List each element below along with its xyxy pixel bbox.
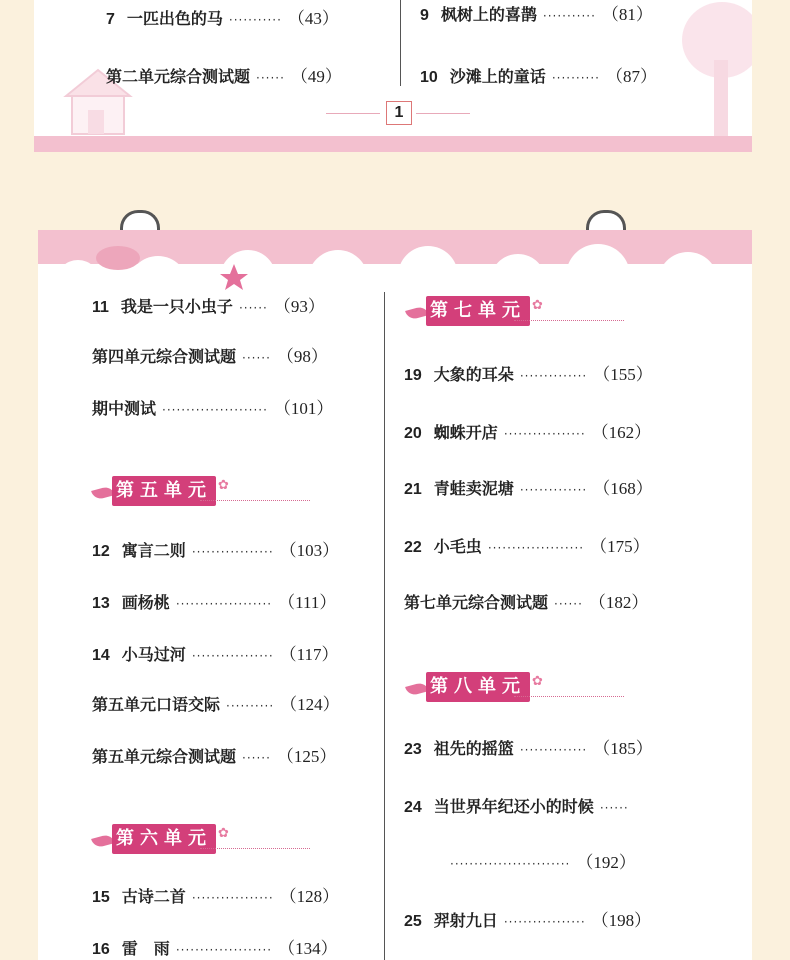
entry-title: 沙滩上的童话: [449, 67, 546, 86]
entry-title: 青蛙卖泥塘: [433, 479, 514, 498]
dot-leader: ······················: [162, 402, 268, 417]
entry-page: （155）: [593, 365, 653, 384]
entry-page: （101）: [273, 399, 334, 418]
entry-page: （162）: [591, 423, 652, 442]
entry-number: 15: [92, 889, 110, 906]
entry-title: 大象的耳朵: [433, 365, 514, 384]
toc-entry-continued[interactable]: [450, 850, 636, 876]
flower-icon: ✿: [218, 478, 229, 493]
toc-entry[interactable]: [92, 396, 333, 422]
top-page: [34, 0, 752, 152]
entry-title: 寓言二则: [121, 541, 186, 560]
toc-entry[interactable]: [92, 344, 328, 370]
entry-title: 第七单元综合测试题: [404, 593, 549, 612]
entry-page: （128）: [279, 887, 340, 906]
column-divider: [384, 292, 385, 960]
dotted-rule: [200, 848, 310, 849]
toc-entry[interactable]: [420, 64, 657, 90]
unit-heading-6: [92, 824, 332, 856]
toc-entry[interactable]: [92, 538, 339, 564]
dot-leader: ·················: [191, 544, 274, 559]
entry-title: 羿射九日: [433, 911, 498, 930]
flower-icon: ✿: [532, 298, 543, 313]
toc-entry[interactable]: [92, 744, 336, 770]
dot-leader: ·························: [450, 856, 571, 871]
entry-number: 9: [420, 7, 429, 24]
unit-heading-7: [406, 296, 646, 328]
dot-leader: ······: [554, 596, 583, 611]
entry-title: 第五单元口语交际: [92, 695, 221, 714]
entry-number: 13: [92, 595, 110, 612]
flower-icon: ✿: [218, 826, 229, 841]
unit-label: 第六单元: [112, 824, 216, 854]
entry-number: 24: [404, 799, 422, 816]
dot-leader: ··············: [519, 742, 588, 757]
dot-leader: ··············: [519, 482, 588, 497]
entry-page: （93）: [273, 297, 325, 316]
toc-entry[interactable]: [404, 908, 651, 934]
dot-leader: ······: [256, 70, 285, 85]
entry-title: 当世界年纪还小的时候: [433, 797, 594, 816]
entry-title: 祖先的摇篮: [433, 739, 514, 758]
toc-entry[interactable]: [404, 476, 653, 502]
dot-leader: ······: [238, 300, 268, 315]
unit-label: 第七单元: [426, 296, 530, 326]
entry-page: （198）: [591, 911, 652, 930]
entry-page: （111）: [278, 593, 337, 612]
column-divider: [400, 0, 401, 86]
dot-leader: ······: [242, 750, 271, 765]
entry-page: （98）: [276, 347, 328, 366]
entry-number: 11: [92, 299, 109, 316]
entry-page: （103）: [279, 541, 340, 560]
entry-page: （87）: [605, 67, 657, 86]
dot-leader: ··········: [226, 698, 275, 713]
tree-illustration: [662, 0, 752, 150]
entry-page: （192）: [576, 853, 636, 872]
unit-label: 第八单元: [426, 672, 530, 702]
entry-number: 19: [404, 367, 422, 384]
entry-number: 12: [92, 543, 110, 560]
unit-label: 第五单元: [112, 476, 216, 506]
dot-leader: ···········: [542, 8, 596, 23]
entry-title: 第四单元综合测试题: [92, 347, 237, 366]
unit-heading-5: [92, 476, 332, 508]
entry-number: 23: [404, 741, 422, 758]
dot-leader: ····················: [175, 596, 273, 611]
entry-page: （49）: [290, 67, 342, 86]
dot-leader: ····················: [487, 540, 585, 555]
second-page: [38, 230, 752, 960]
entry-page: （134）: [278, 939, 338, 958]
entry-number: 10: [420, 69, 438, 86]
dot-leader: ······: [599, 800, 629, 815]
entry-title: 期中测试: [92, 399, 157, 418]
entry-number: 22: [404, 539, 422, 556]
entry-page: （182）: [588, 593, 649, 612]
toc-entry[interactable]: [404, 794, 635, 820]
toc-entry[interactable]: [92, 590, 336, 616]
entry-page: （124）: [280, 695, 340, 714]
toc-entry[interactable]: [404, 534, 650, 560]
dot-leader: ·················: [503, 426, 586, 441]
toc-entry[interactable]: [92, 936, 338, 960]
entry-page: （168）: [593, 479, 653, 498]
entry-page: （175）: [590, 537, 650, 556]
toc-entry[interactable]: [404, 590, 648, 616]
page-number-rule: [416, 113, 470, 114]
entry-title: 我是一只小虫子: [120, 297, 233, 316]
dotted-rule: [200, 500, 310, 501]
entry-page: （43）: [287, 9, 339, 28]
dot-leader: ···········: [228, 12, 282, 27]
toc-entry[interactable]: [404, 736, 653, 762]
entry-number: 7: [106, 11, 115, 28]
entry-title: 小马过河: [121, 645, 186, 664]
dot-leader: ··········: [551, 70, 600, 85]
entry-page: （125）: [276, 747, 337, 766]
toc-entry[interactable]: [106, 6, 339, 32]
dot-leader: ·················: [191, 890, 274, 905]
entry-title: 蜘蛛开店: [433, 423, 498, 442]
entry-title: 雷 雨: [121, 939, 170, 958]
toc-entry[interactable]: [92, 642, 339, 668]
flower-icon: ✿: [532, 674, 543, 689]
dot-leader: ··············: [519, 368, 588, 383]
entry-title: 画杨桃: [121, 593, 170, 612]
entry-number: 20: [404, 425, 422, 442]
unit-heading-8: [406, 672, 646, 704]
toc-entry[interactable]: [106, 64, 342, 90]
dotted-rule: [514, 320, 624, 321]
dot-leader: ····················: [175, 942, 273, 957]
dot-leader: ······: [242, 350, 271, 365]
entry-title: 第五单元综合测试题: [92, 747, 237, 766]
entry-number: 16: [92, 941, 110, 958]
entry-title: 枫树上的喜鹊: [440, 5, 537, 24]
entry-page: （117）: [279, 645, 339, 664]
entry-title: 一匹出色的马: [126, 9, 223, 28]
dotted-rule: [514, 696, 624, 697]
page-number: 1: [386, 101, 412, 125]
entry-title: 古诗二首: [121, 887, 186, 906]
entry-page: （185）: [593, 739, 653, 758]
entry-number: 25: [404, 913, 422, 930]
toc-entry[interactable]: [420, 2, 653, 28]
entry-page: （81）: [601, 5, 653, 24]
dot-leader: ·················: [191, 648, 274, 663]
entry-title: 第二单元综合测试题: [106, 67, 251, 86]
toc-entry[interactable]: [92, 294, 325, 320]
toc-entry[interactable]: [404, 362, 653, 388]
entry-number: 14: [92, 647, 110, 664]
toc-entry[interactable]: [92, 884, 339, 910]
dot-leader: ·················: [503, 914, 586, 929]
entry-number: 21: [404, 481, 422, 498]
page-number-rule: [326, 113, 380, 114]
entry-title: 小毛虫: [433, 537, 482, 556]
pink-band: [34, 136, 752, 152]
toc-entry[interactable]: [404, 420, 651, 446]
toc-entry[interactable]: [92, 692, 340, 718]
